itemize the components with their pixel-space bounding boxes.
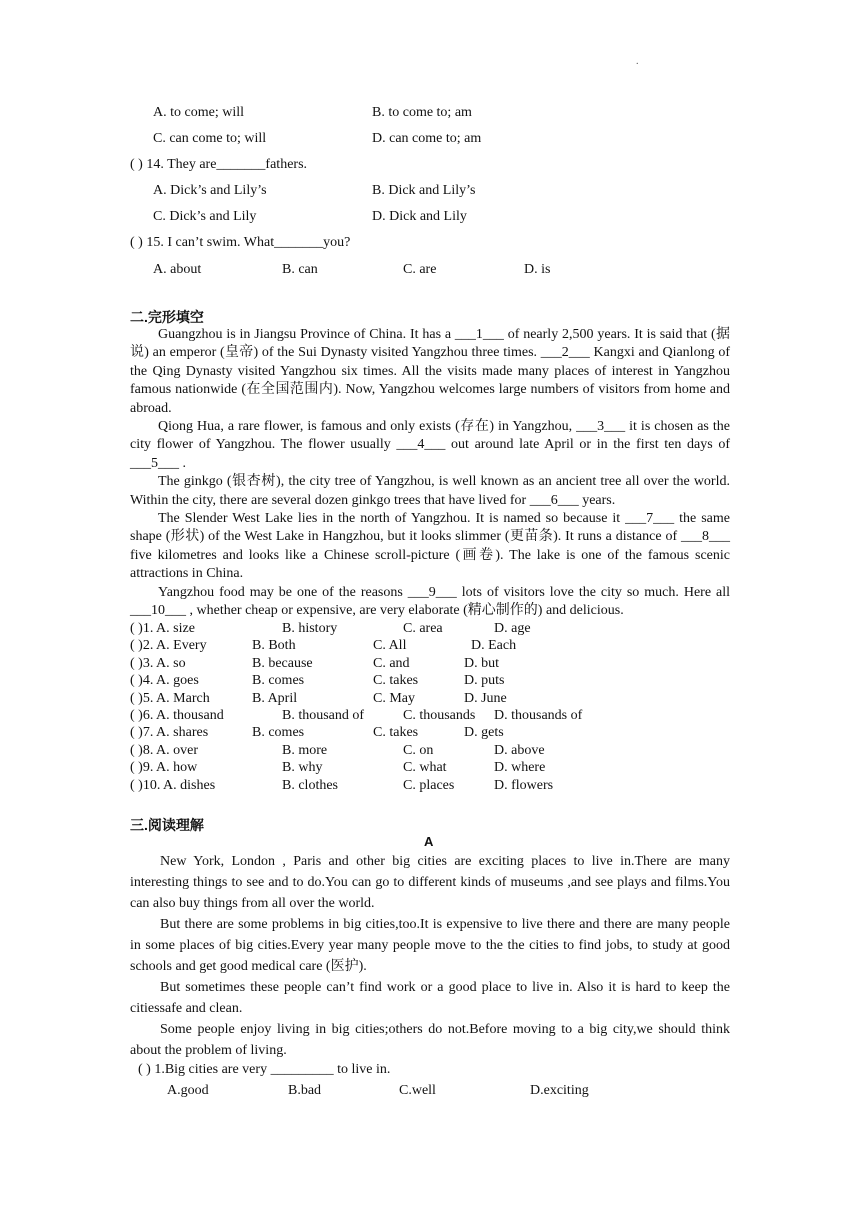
- question-stem: ( ) 1.Big cities are very _________ to live in.: [138, 1062, 391, 1077]
- option-c: C. area: [403, 621, 443, 636]
- option-b: B. why: [282, 760, 323, 775]
- option-a: A. about: [153, 262, 202, 277]
- question-stem: ( ) 14. They are_______fathers.: [130, 157, 308, 172]
- cloze-paragraph-4: The Slender West Lake lies in the north of Yangzhou. It is named so because it ___7___ the same shape (形状) of the West Lake in Hangzhou, but it looks slimmer (更苗条). It runs a distance of ___8___ five kilometres and looks like a Chinese scroll-picture (画卷). The lake is one of the famous scenic attractions in China.: [130, 511, 730, 582]
- option-c: C. are: [403, 262, 437, 277]
- option-c: C. can come to; will: [153, 131, 267, 146]
- option-d: D. above: [494, 743, 545, 758]
- option-c: C. All: [373, 638, 407, 653]
- option-c: C. thousands: [403, 708, 476, 723]
- section-2-title: 二.完形填空: [130, 309, 204, 325]
- question-stem: ( ) 15. I can’t swim. What_______you?: [130, 235, 351, 250]
- section-3-title: 三.阅读理解: [130, 817, 204, 833]
- option-b: B. because: [252, 656, 313, 671]
- option-d: D. Dick and Lily: [372, 209, 467, 224]
- option-b: B. Dick and Lily’s: [372, 183, 476, 198]
- option-b: B. comes: [252, 725, 305, 740]
- option-c: C. Dick’s and Lily: [153, 209, 257, 224]
- page-mark: .: [636, 56, 639, 67]
- option-c: C. what: [403, 760, 447, 775]
- option-d: D. but: [464, 656, 499, 671]
- question-stem: ( )10. A. dishes: [130, 778, 216, 793]
- reading-passage: [130, 851, 730, 1061]
- option-b: B. Both: [252, 638, 296, 653]
- option-c: C. takes: [373, 725, 419, 740]
- reading-paragraph-4: Some people enjoy living in big cities;others do not.Before moving to a big city,we should think about the problem of living.: [130, 1022, 730, 1058]
- reading-paragraph-2: But there are some problems in big cities,too.It is expensive to live there and there are many people in some places of big cities.Every year many people move to the the cities to find jobs, to study at good schools and get good medical care (医护).: [130, 917, 730, 974]
- option-d: D. flowers: [494, 778, 554, 793]
- question-stem: ( )5. A. March: [130, 691, 210, 706]
- option-c: C.well: [399, 1083, 436, 1098]
- reading-paragraph-3: But sometimes these people can’t find work or a good place to live in. Also it is hard to keep the citiessafe and clean.: [130, 980, 730, 1016]
- option-b: B. to come to; am: [372, 105, 472, 120]
- question-stem: ( )7. A. shares: [130, 725, 209, 740]
- option-d: D. where: [494, 760, 546, 775]
- option-d: D. can come to; am: [372, 131, 482, 146]
- passage-label: A: [424, 834, 434, 849]
- cloze-passage: [130, 326, 730, 621]
- option-a: A. to come; will: [153, 105, 244, 120]
- option-a: A. Dick’s and Lily’s: [153, 183, 267, 198]
- option-c: C. on: [403, 743, 434, 758]
- option-b: B. clothes: [282, 778, 338, 793]
- option-a: A.good: [167, 1083, 209, 1098]
- option-d: D. age: [494, 621, 531, 636]
- option-d: D. is: [524, 262, 551, 277]
- option-d: D. Each: [471, 638, 517, 653]
- cloze-paragraph-2: Qiong Hua, a rare flower, is famous and only exists (存在) in Yangzhou, ___3___ it is chosen as the city flower of Yangzhou. The flower usually ___4___ out around late April or in the first ten days of ___5___ .: [130, 419, 730, 471]
- question-stem: ( )6. A. thousand: [130, 708, 224, 723]
- question-stem: ( )4. A. goes: [130, 673, 199, 688]
- reading-paragraph-1: New York, London , Paris and other big cities are exciting places to live in.There are many interesting things to see and to do.You can go to different kinds of museums ,and see plays and films.You can also buy things from all over the world.: [130, 854, 730, 911]
- option-b: B. more: [282, 743, 328, 758]
- option-c: C. places: [403, 778, 455, 793]
- option-b: B. comes: [252, 673, 305, 688]
- question-stem: ( )2. A. Every: [130, 638, 207, 653]
- cloze-paragraph-5: Yangzhou food may be one of the reasons ___9___ lots of visitors love the city so much. Here all ___10___ , whether cheap or expensive, are very elaborate (精心制作的) and delicious.: [130, 584, 730, 619]
- option-b: B. can: [282, 262, 318, 277]
- option-d: D. thousands of: [494, 708, 583, 723]
- question-stem: ( )3. A. so: [130, 656, 186, 671]
- option-d: D. gets: [464, 725, 504, 740]
- question-stem: ( )9. A. how: [130, 760, 198, 775]
- cloze-paragraph-1: Guangzhou is in Jiangsu Province of China. It has a ___1___ of nearly 2,500 years. It is said that (据说) an emperor (皇帝) of the Sui Dynasty visited Yangzhou three times. ___2___ Kangxi and Qianlong of the Qing Dynasty visited Yangzhou six times. All the visits made many places of interest in Yangzhou famous nationwide (在全国范围内). Now, Yangzhou welcomes large numbers of visitors from home and abroad.: [130, 327, 730, 416]
- option-d: D. June: [464, 691, 507, 706]
- option-c: C. May: [373, 691, 415, 706]
- option-b: B. April: [252, 691, 298, 706]
- option-c: C. takes: [373, 673, 419, 688]
- option-b: B. thousand of: [282, 708, 365, 723]
- option-c: C. and: [373, 656, 410, 671]
- option-b: B.bad: [288, 1083, 322, 1098]
- option-b: B. history: [282, 621, 338, 636]
- option-d: D.exciting: [530, 1083, 589, 1098]
- question-stem: ( )8. A. over: [130, 743, 199, 758]
- question-stem: ( )1. A. size: [130, 621, 195, 636]
- cloze-paragraph-3: The ginkgo (银杏树), the city tree of Yangzhou, is well known as an ancient tree all over the world. Within the city, there are several dozen ginkgo trees that have lived for ___6___ years.: [130, 474, 730, 508]
- option-d: D. puts: [464, 673, 505, 688]
